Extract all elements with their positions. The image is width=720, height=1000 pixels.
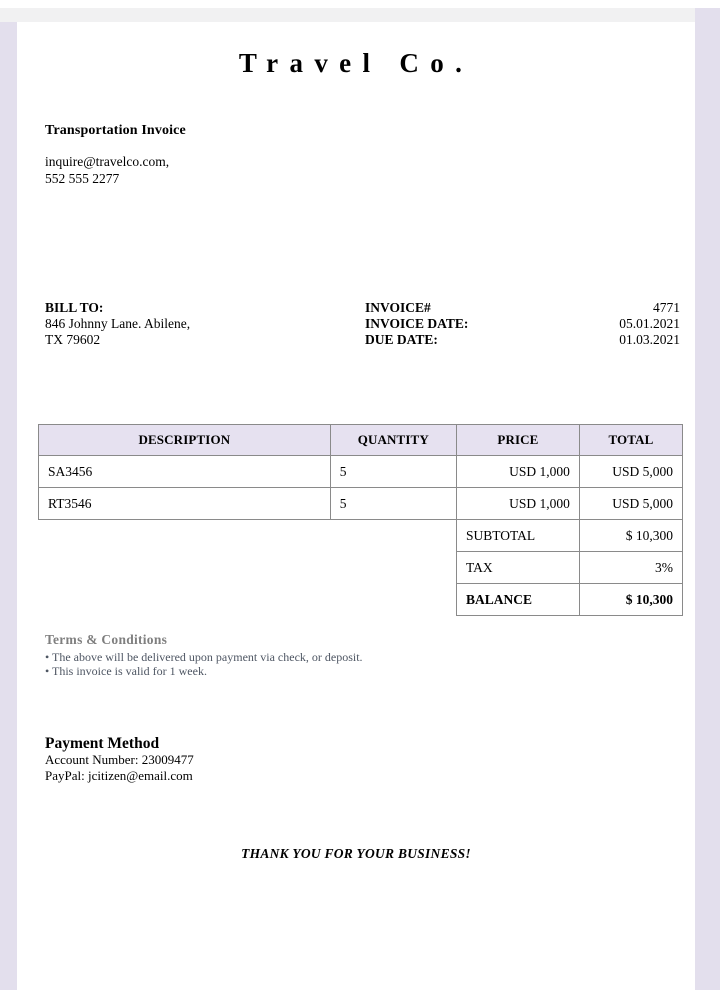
thank-you-note: THANK YOU FOR YOUR BUSINESS!: [241, 846, 471, 861]
app-canvas-strip: [0, 8, 695, 22]
contact-phone: 552 555 2277: [45, 171, 120, 186]
company-name: Travel Co.: [238, 48, 474, 78]
invoice-title: Transportation Invoice: [45, 123, 186, 138]
page-border-left: [0, 22, 17, 990]
summary-subtotal-label: SUBTOTAL: [456, 520, 579, 552]
contact-email: inquire@travelco.com,: [45, 154, 170, 169]
contact-block: [45, 153, 169, 187]
item-description-cell: RT3546: [39, 488, 331, 520]
item-price-cell: USD 1,000: [456, 456, 579, 488]
summary-subtotal-row: [39, 520, 683, 552]
due-date-value: 01.03.2021: [619, 332, 680, 347]
items-table-header-quantity: QUANTITY: [330, 425, 456, 456]
payment-section: [45, 735, 194, 783]
items-table-header-price: PRICE: [456, 425, 579, 456]
payment-paypal: PayPal: jcitizen@email.com: [45, 767, 193, 783]
item-quantity-cell: 5: [330, 456, 456, 488]
summary-tax-value: 3%: [579, 552, 682, 584]
summary-tax-label: TAX: [456, 552, 579, 584]
bill-to-section: [45, 300, 345, 348]
items-table-header-total: TOTAL: [579, 425, 682, 456]
invoice-meta-section: [365, 300, 680, 348]
invoice-date-row: [365, 316, 680, 332]
item-total-cell: USD 5,000: [579, 456, 682, 488]
invoice-number-label: INVOICE#: [365, 300, 431, 315]
terms-list: [45, 651, 525, 678]
table-row: [39, 488, 683, 520]
terms-heading: Terms & Conditions: [45, 632, 168, 647]
summary-tax-row: [39, 552, 683, 584]
bill-to-address-line2: TX 79602: [45, 332, 101, 347]
page-border-right: [695, 8, 720, 990]
summary-balance-label: BALANCE: [456, 584, 579, 616]
summary-spacer-cell: [39, 584, 457, 616]
bill-to-label: BILL TO:: [45, 300, 104, 315]
summary-subtotal-value: $ 10,300: [579, 520, 682, 552]
bill-to-address-line1: 846 Johnny Lane. Abilene,: [45, 316, 191, 331]
item-description-cell: SA3456: [39, 456, 331, 488]
items-table: [38, 424, 683, 616]
invoice-number-value: 4771: [653, 300, 680, 315]
items-table-header-description: DESCRIPTION: [39, 425, 331, 456]
summary-spacer-cell: [39, 552, 457, 584]
invoice-number-row: [365, 300, 680, 316]
item-price-cell: USD 1,000: [456, 488, 579, 520]
summary-spacer-cell: [39, 520, 457, 552]
payment-account-number: Account Number: 23009477: [45, 752, 194, 767]
item-total-cell: USD 5,000: [579, 488, 682, 520]
due-date-label: DUE DATE:: [365, 332, 438, 347]
summary-balance-row: [39, 584, 683, 616]
terms-bullet: • This invoice is valid for 1 week.: [45, 663, 207, 678]
items-table-header-row: [39, 425, 683, 456]
invoice-date-value: 05.01.2021: [619, 316, 680, 331]
due-date-row: [365, 332, 680, 348]
table-row: [39, 456, 683, 488]
payment-heading: Payment Method: [45, 735, 160, 752]
invoice-page: [17, 22, 695, 990]
terms-bullet: • The above will be delivered upon payment via check, or deposit.: [45, 650, 363, 664]
item-quantity-cell: 5: [330, 488, 456, 520]
invoice-date-label: INVOICE DATE:: [365, 316, 469, 331]
terms-section: [45, 632, 525, 678]
summary-balance-value: $ 10,300: [579, 584, 682, 616]
